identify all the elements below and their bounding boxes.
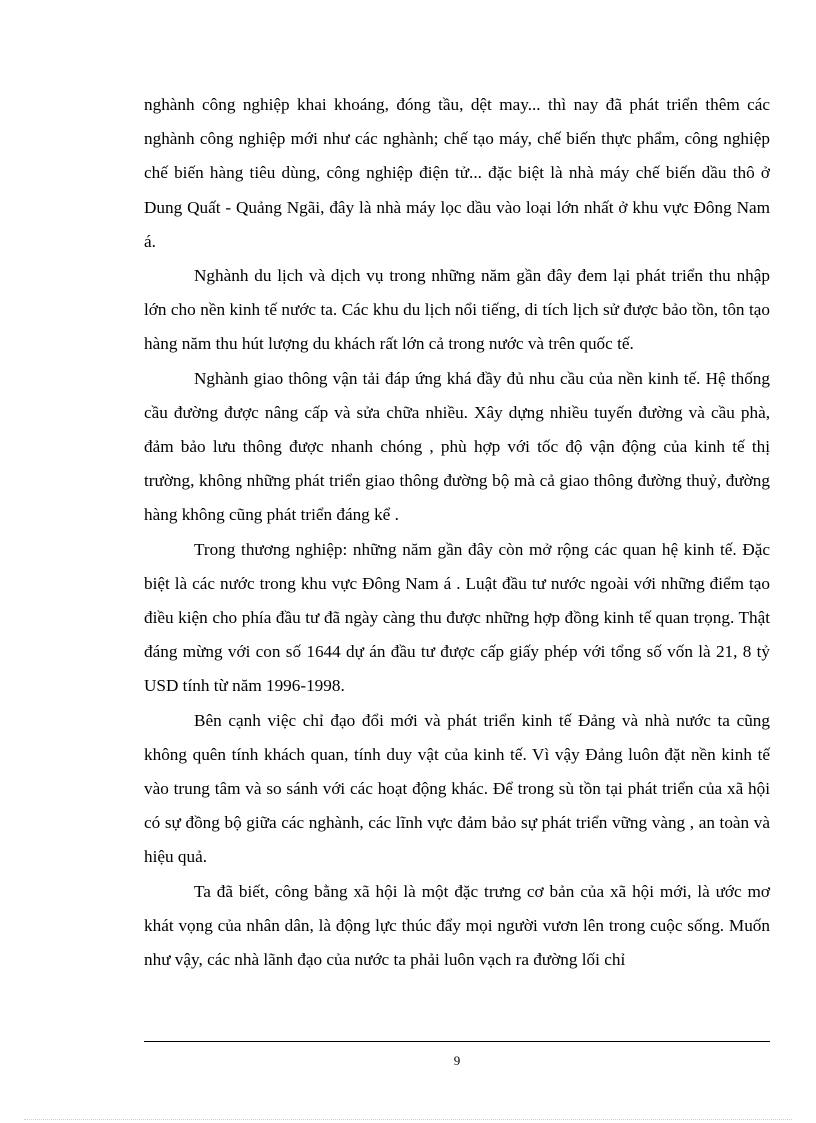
paragraph-tourism: Nghành du lịch và dịch vụ trong những năm gần đây đem lại phát triển thu nhập lớn cho nền kinh tế nước ta. Các khu du lịch nổi tiếng, di tích lịch sử được bảo tồn, tôn tạo hàng năm thu hút lượng du khách rất lớn cả trong nước và trên quốc tế. bbox=[144, 266, 770, 354]
body-text bbox=[144, 88, 770, 977]
footer-divider bbox=[144, 1041, 770, 1042]
paragraph-social-equity: Ta đã biết, công bằng xã hội là một đặc trưng cơ bản của xã hội mới, là ước mơ khát vọng của nhân dân, là động lực thúc đẩy mọi người vươn lên trong cuộc sống. Muốn như vậy, các nhà lãnh đạo của nước ta phải luôn vạch ra đường lối chỉ bbox=[144, 881, 770, 970]
page-bottom-edge bbox=[24, 1119, 792, 1120]
paragraph-commerce: Trong thương nghiệp: những năm gần đây còn mở rộng các quan hệ kinh tế. Đặc biệt là các nước trong khu vực Đông Nam á . Luật đầu tư nước ngoài với những điểm tạo điều kiện cho phía đầu tư đã ngày càng thu được những hợp đồng kinh tế quan trọng. Thật đáng mừng với con số 1644 dự án đầu tư được cấp giấy phép với tổng số vốn là 21, 8 tỷ USD tính từ năm 1996-1998. bbox=[144, 539, 770, 696]
paragraph-party-direction: Bên cạnh việc chỉ đạo đổi mới và phát triển kinh tế Đảng và nhà nước ta cũng không quên tính khách quan, tính duy vật của kinh tế. Vì vậy Đảng luôn đặt nền kinh tế vào trung tâm và so sánh với các hoạt động khác. Để trong sù tồn tại phát triển của xã hội có sự đồng bộ giữa các nghành, các lĩnh vực đảm bảo sự phát triển vững vàng , an toàn và hiệu quả. bbox=[144, 710, 770, 867]
paragraph-transport: Nghành giao thông vận tải đáp ứng khá đầy đủ nhu cầu của nền kinh tế. Hệ thống cầu đường được nâng cấp và sửa chữa nhiều. Xây dựng nhiều tuyến đường và cầu phà, đảm bảo lưu thông được nhanh chóng , phù hợp với tốc độ vận động của kinh tế thị trường, không những phát triển giao thông đường bộ mà cả giao thông đường thuỷ, đường hàng không cũng phát triển đáng kể . bbox=[144, 368, 770, 525]
page-number: 9 bbox=[453, 1053, 461, 1068]
paragraph-industry: nghành công nghiệp khai khoáng, đóng tầu, dệt may... thì nay đã phát triển thêm các nghành công nghiệp mới như các nghành; chế tạo máy, chế biến thực phẩm, công nghiệp chế biến hàng tiêu dùng, công nghiệp điện tử... đặc biệt là nhà máy chế biến dầu thô ở Dung Quất - Quảng Ngãi, đây là nhà máy lọc dầu vào loại lớn nhất ở khu vực Đông Nam á. bbox=[144, 95, 770, 251]
